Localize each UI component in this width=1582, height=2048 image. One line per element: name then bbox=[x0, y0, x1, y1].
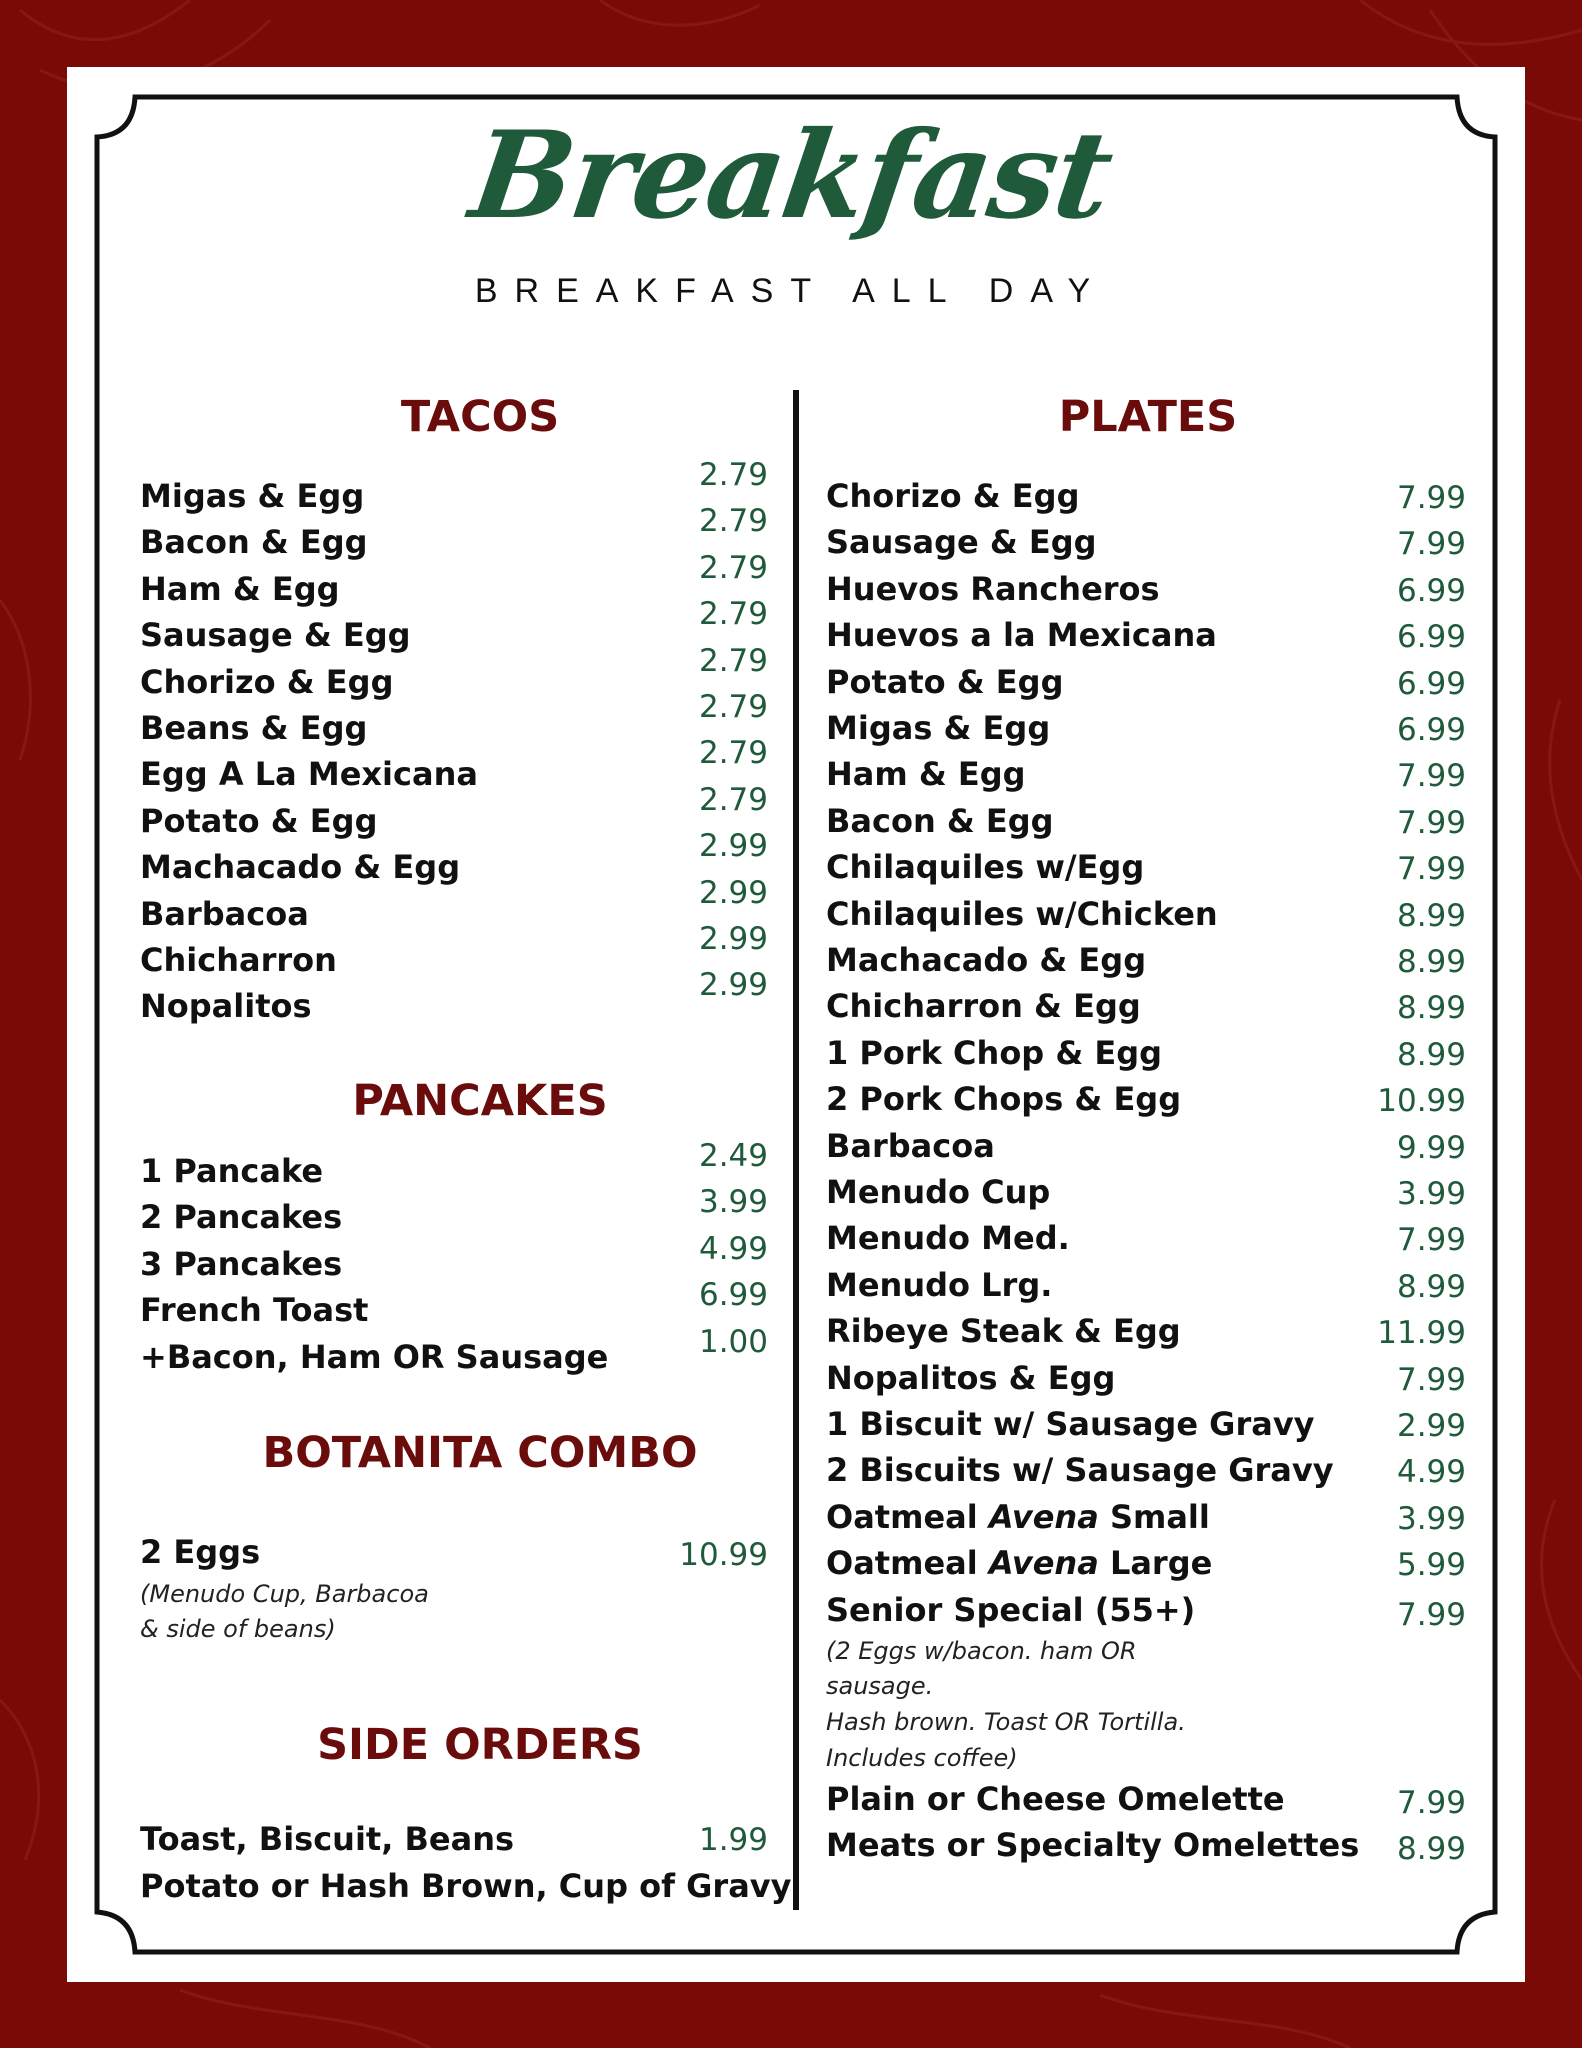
item-name: Sausage & Egg bbox=[826, 523, 1097, 562]
item-name: Barbacoa bbox=[140, 894, 309, 933]
item-name: Bacon & Egg bbox=[826, 801, 1054, 840]
plates-heading: PLATES bbox=[1058, 392, 1238, 442]
item-name: Barbacoa bbox=[826, 1126, 995, 1165]
column-divider bbox=[793, 390, 799, 1910]
item-note: sausage. bbox=[826, 1672, 934, 1700]
item-note: Hash brown. Toast OR Tortilla. bbox=[826, 1708, 1186, 1736]
item-name: +Bacon, Ham OR Sausage bbox=[140, 1337, 609, 1376]
item-price: 4.99 bbox=[1396, 1454, 1466, 1491]
item-price: 8.99 bbox=[1396, 1268, 1466, 1305]
item-price: 2.79 bbox=[698, 781, 768, 818]
item-price: 2.99 bbox=[698, 874, 768, 911]
item-name-italic: Avena bbox=[988, 1544, 1099, 1583]
item-price: 6.99 bbox=[698, 1277, 768, 1314]
item-name: 1 Biscuit w/ Sausage Gravy bbox=[826, 1405, 1315, 1443]
item-name-suffix: Small bbox=[1098, 1498, 1210, 1536]
item-name: Plain or Cheese Omelette bbox=[826, 1780, 1285, 1818]
item-price: 6.99 bbox=[1396, 572, 1466, 609]
item-price: 10.99 bbox=[1377, 1083, 1466, 1120]
item-name: 2 Pork Chops & Egg bbox=[826, 1080, 1182, 1119]
item-name: 2 Pancakes bbox=[140, 1198, 343, 1237]
corner-dot-top-left bbox=[69, 69, 85, 85]
corner-dot-top-right bbox=[1507, 69, 1523, 85]
item-note: Includes coffee) bbox=[826, 1744, 1018, 1772]
item-name: Machacado & Egg bbox=[826, 941, 1147, 979]
item-price: 7.99 bbox=[1396, 1361, 1466, 1398]
item-name: 1 Pork Chop & Egg bbox=[826, 1033, 1163, 1072]
item-name: Nopalitos bbox=[140, 987, 312, 1026]
item-name: Ham & Egg bbox=[140, 569, 340, 608]
item-name: 2 Biscuits w/ Sausage Gravy bbox=[826, 1451, 1334, 1490]
item-name: Chicharron & Egg bbox=[826, 987, 1141, 1026]
item-name: Machacado & Egg bbox=[140, 848, 461, 887]
item-price: 7.99 bbox=[1396, 480, 1466, 516]
item-name: Senior Special (55+) bbox=[826, 1591, 1196, 1629]
item-name: Toast, Biscuit, Beans bbox=[140, 1820, 515, 1858]
corner-dot-bottom-right bbox=[1507, 1964, 1523, 1980]
item-price: 2.79 bbox=[698, 735, 768, 772]
item-price: 3.99 bbox=[1396, 1176, 1466, 1212]
item-price: 2.79 bbox=[698, 503, 768, 540]
item-price: 2.49 bbox=[698, 1138, 768, 1174]
item-name: 1 Pancake bbox=[140, 1152, 324, 1190]
item-price: 2.99 bbox=[698, 828, 768, 865]
item-price: 8.99 bbox=[1396, 1036, 1466, 1073]
item-price: 8.99 bbox=[1396, 990, 1466, 1027]
item-name-prefix: Oatmeal bbox=[826, 1544, 989, 1583]
item-price: 7.99 bbox=[1396, 1222, 1466, 1259]
item-name: Ham & Egg bbox=[826, 755, 1026, 794]
tacos-heading: TACOS bbox=[400, 392, 560, 442]
item-name-suffix: Large bbox=[1098, 1544, 1213, 1583]
item-price: 2.79 bbox=[698, 642, 768, 679]
item-price: 5.99 bbox=[1396, 1547, 1466, 1584]
item-price: 7.99 bbox=[1396, 1597, 1466, 1633]
item-note: (2 Eggs w/bacon. ham OR bbox=[826, 1637, 1137, 1665]
item-price: 2.79 bbox=[698, 457, 768, 493]
item-price: 8.99 bbox=[1396, 944, 1466, 980]
item-price: 2.79 bbox=[698, 596, 768, 633]
item-name: Menudo Lrg. bbox=[826, 1265, 1053, 1304]
item-note: & side of beans) bbox=[140, 1615, 336, 1643]
item-name: Menudo Cup bbox=[826, 1173, 1051, 1211]
item-name-italic: Avena bbox=[988, 1498, 1099, 1536]
item-price: 8.99 bbox=[1396, 1831, 1466, 1868]
item-price: 6.99 bbox=[1396, 619, 1466, 656]
item-name: Chilaquiles w/Egg bbox=[826, 848, 1145, 887]
item-price: 2.99 bbox=[698, 921, 768, 957]
item-name: Huevos Rancheros bbox=[826, 569, 1160, 608]
item-price: 7.99 bbox=[1396, 851, 1466, 888]
item-price: 7.99 bbox=[1396, 804, 1466, 841]
item-price: 2.79 bbox=[698, 549, 768, 586]
item-name: Menudo Med. bbox=[826, 1219, 1070, 1258]
item-name: Chorizo & Egg bbox=[140, 662, 394, 701]
item-price: 7.99 bbox=[1396, 758, 1466, 795]
item-price: 6.99 bbox=[1396, 712, 1466, 748]
item-price: 7.99 bbox=[1396, 1785, 1466, 1821]
menu-subtitle: BREAKFAST ALL DAY bbox=[474, 272, 1108, 310]
item-price: 9.99 bbox=[1396, 1129, 1466, 1166]
item-note: (Menudo Cup, Barbacoa bbox=[140, 1580, 429, 1608]
item-name: Migas & Egg bbox=[826, 709, 1051, 747]
item-name: Chorizo & Egg bbox=[826, 477, 1080, 515]
item-price: 11.99 bbox=[1377, 1315, 1466, 1352]
item-name: Nopalitos & Egg bbox=[826, 1358, 1116, 1397]
item-name: 3 Pancakes bbox=[140, 1244, 343, 1283]
item-price: 2.99 bbox=[698, 967, 768, 1004]
item-price: 8.99 bbox=[1396, 897, 1466, 934]
item-name: Chilaquiles w/Chicken bbox=[826, 894, 1218, 933]
item-price: 4.99 bbox=[698, 1230, 768, 1267]
item-name: Migas & Egg bbox=[140, 477, 365, 515]
item-name: Meats or Specialty Omelettes bbox=[826, 1826, 1360, 1865]
item-name: Bacon & Egg bbox=[140, 523, 368, 562]
item-price: 1.00 bbox=[698, 1323, 768, 1360]
item-name: Ribeye Steak & Egg bbox=[826, 1312, 1181, 1351]
item-price: 6.99 bbox=[1396, 665, 1466, 702]
corner-dot-bottom-left bbox=[69, 1964, 85, 1980]
item-name bbox=[826, 1544, 1212, 1582]
item-name: French Toast bbox=[140, 1291, 369, 1330]
pancakes-heading: PANCAKES bbox=[352, 1076, 608, 1126]
item-price: 2.79 bbox=[698, 689, 768, 725]
menu-title: Breakfast bbox=[462, 105, 1120, 246]
botanita-heading: BOTANITA COMBO bbox=[262, 1428, 698, 1478]
side-orders-heading: SIDE ORDERS bbox=[317, 1720, 643, 1770]
item-price: 7.99 bbox=[1396, 526, 1466, 563]
item-name: Potato & Egg bbox=[826, 662, 1064, 701]
item-name: 2 Eggs bbox=[140, 1533, 261, 1571]
item-name-prefix: Oatmeal bbox=[826, 1498, 989, 1536]
item-price: 3.99 bbox=[698, 1184, 768, 1221]
item-name: Sausage & Egg bbox=[140, 616, 411, 655]
item-name: Potato or Hash Brown, Cup of Gravy bbox=[140, 1867, 792, 1905]
item-price: 3.99 bbox=[1396, 1501, 1466, 1537]
item-name: Beans & Egg bbox=[140, 709, 368, 747]
item-name: Chicharron bbox=[140, 941, 337, 979]
item-name bbox=[826, 1498, 1210, 1536]
item-price: 10.99 bbox=[679, 1537, 768, 1573]
item-name: Huevos a la Mexicana bbox=[826, 616, 1217, 655]
item-name: Potato & Egg bbox=[140, 801, 378, 840]
item-price: 2.99 bbox=[1396, 1408, 1466, 1444]
item-price: 1.99 bbox=[698, 1822, 768, 1858]
item-name: Egg A La Mexicana bbox=[140, 755, 478, 794]
